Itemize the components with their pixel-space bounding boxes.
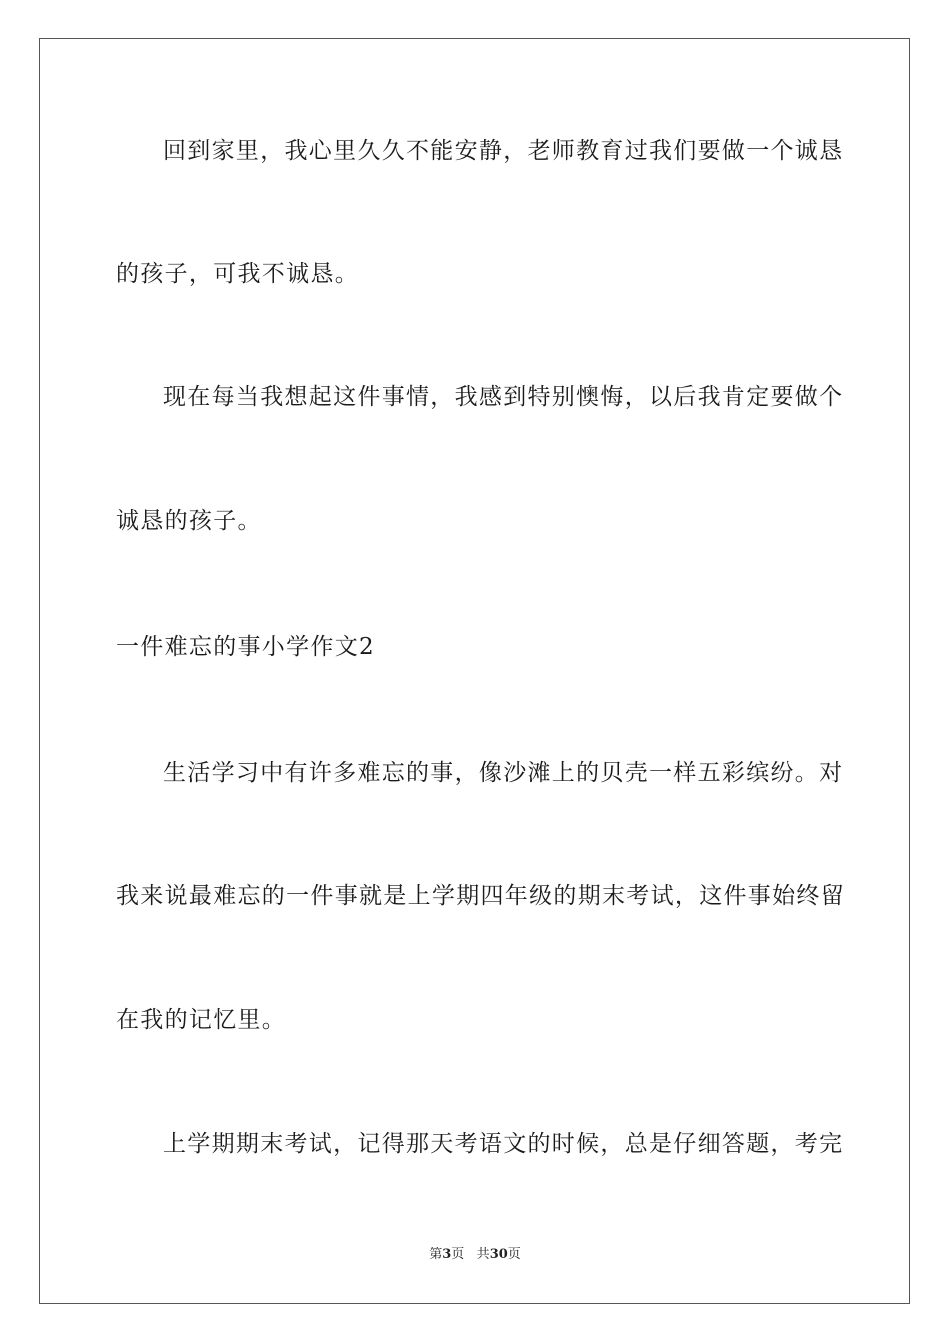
total-pages: 30 [489,1247,508,1262]
paragraph-line: 上学期期末考试，记得那天考语文的时候，总是仔细答题，考完 [163,1131,844,1157]
section-heading: 一件难忘的事小学作文2 [116,634,375,660]
paragraph-line: 诚恳的孩子。 [116,508,262,534]
paragraph-line: 在我的记忆里。 [116,1007,287,1033]
paragraph-line: 我来说最难忘的一件事就是上学期四年级的期末考试，这件事始终留 [116,883,845,909]
total-prefix: 共 [476,1247,490,1262]
total-suffix: 页 [507,1247,521,1262]
page-footer [0,1246,950,1264]
page-frame [39,38,910,1304]
page-suffix: 页 [451,1247,465,1262]
paragraph-line: 回到家里，我心里久久不能安静，老师教育过我们要做一个诚恳 [163,138,844,164]
page-number: 3 [442,1247,452,1262]
paragraph-line: 现在每当我想起这件事情，我感到特别懊悔，以后我肯定要做个 [163,384,844,410]
paragraph-line: 生活学习中有许多难忘的事，像沙滩上的贝壳一样五彩缤纷。对 [163,760,844,786]
paragraph-line: 的孩子，可我不诚恳。 [116,261,359,287]
page-prefix: 第 [429,1247,443,1262]
